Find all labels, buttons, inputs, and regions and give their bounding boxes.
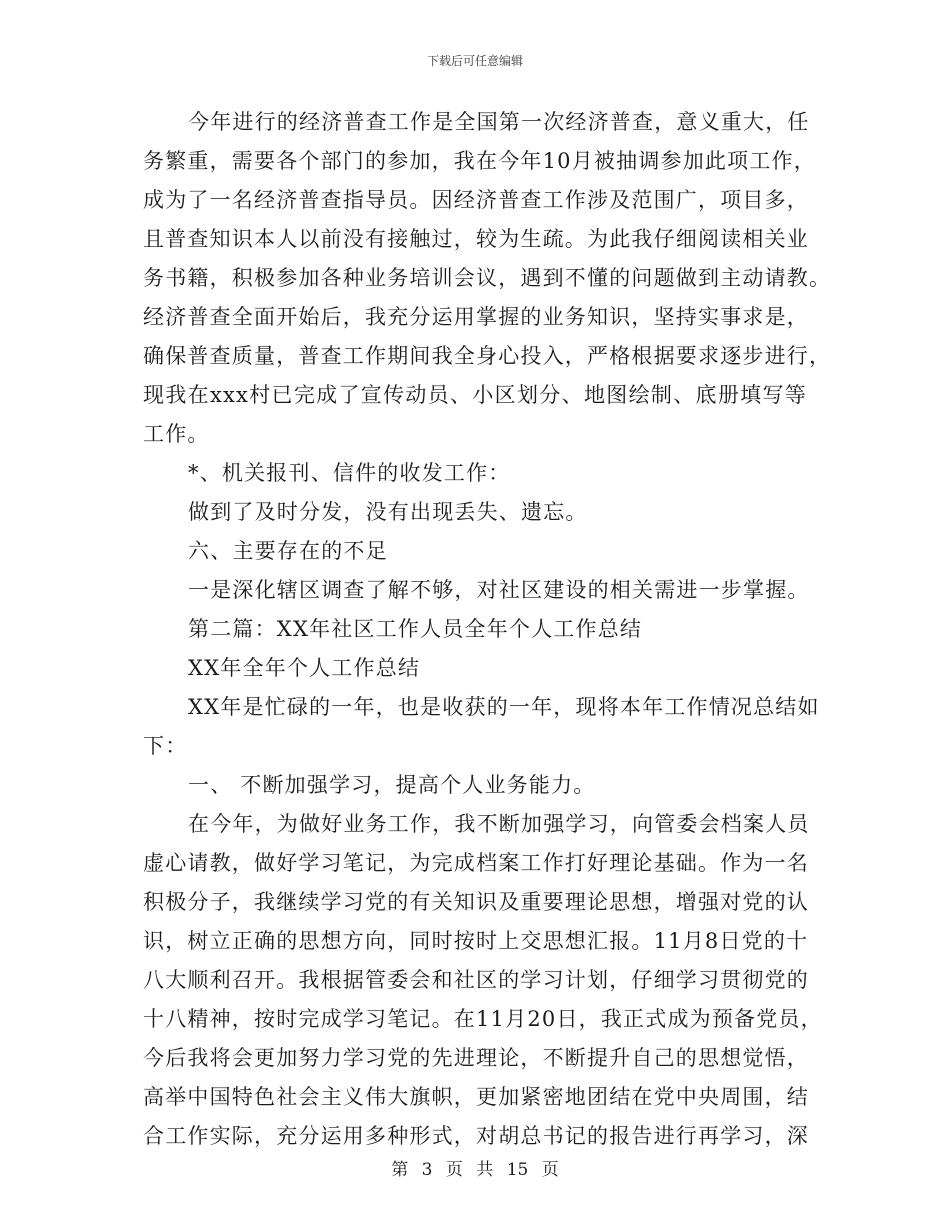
paragraph-line: 下： — [143, 734, 188, 758]
paragraph-line: 一是深化辖区调查了解不够，对社区建设的相关需进一步掌握。 — [188, 578, 810, 602]
paragraph-line: 成为了一名经济普查指导员。因经济普查工作涉及范围广，项目多， — [143, 188, 809, 212]
paragraph-line: 识，树立正确的思想方向，同时按时上交思想汇报。11月8日党的十 — [143, 929, 809, 953]
paragraph-line: 今后我将会更加努力学习党的先进理论，不断提升自己的思想觉悟， — [143, 1046, 809, 1070]
page-header: 下载后可任意编辑 — [426, 54, 523, 68]
chapter-heading: 第二篇：XX年社区工作人员全年个人工作总结 — [188, 617, 643, 641]
paragraph-line: 做到了及时分发，没有出现丢失、遗忘。 — [188, 500, 588, 524]
paragraph-line: 经济普查全面开始后，我充分运用掌握的业务知识，坚持实事求是， — [143, 305, 809, 329]
paragraph-line: 务繁重，需要各个部门的参加，我在今年10月被抽调参加此项工作， — [143, 149, 816, 173]
paragraph-line: 积极分子，我继续学习党的有关知识及重要理论思想，增强对党的认 — [143, 890, 809, 914]
paragraph-line: 高举中国特色社会主义伟大旗帜，更加紧密地团结在党中央周围，结 — [143, 1085, 809, 1109]
paragraph-line: 十八精神，按时完成学习笔记。在11月20日，我正式成为预备党员， — [143, 1007, 823, 1031]
paragraph-line: XX年是忙碌的一年，也是收获的一年，现将本年工作情况总结如 — [188, 695, 820, 719]
paragraph-line: 且普查知识本人以前没有接触过，较为生疏。为此我仔细阅读相关业 — [143, 227, 809, 251]
document-body — [143, 103, 832, 1156]
paragraph-line: 务书籍，积极参加各种业务培训会议，遇到不懂的问题做到主动请教。 — [143, 266, 832, 290]
paragraph-line: 虚心请教，做好学习笔记，为完成档案工作打好理论基础。作为一名 — [143, 851, 809, 875]
paragraph-line: 现我在xxx村已完成了宣传动员、小区划分、地图绘制、底册填写等 — [143, 383, 807, 407]
paragraph-line: 工作。 — [143, 422, 210, 446]
document-title: XX年全年个人工作总结 — [188, 656, 421, 680]
section-heading: 一、 不断加强学习，提高个人业务能力。 — [188, 773, 596, 797]
paragraph-line: 今年进行的经济普查工作是全国第一次经济普查，意义重大，任 — [188, 110, 810, 134]
page-number-footer: 第 3 页 共 15 页 — [391, 1160, 559, 1180]
section-heading: *、机关报刊、信件的收发工作： — [188, 461, 511, 485]
paragraph-line: 确保普查质量，普查工作期间我全身心投入，严格根据要求逐步进行， — [143, 344, 832, 368]
paragraph-line: 合工作实际，充分运用多种形式，对胡总书记的报告进行再学习，深 — [143, 1124, 809, 1148]
paragraph-line: 在今年，为做好业务工作，我不断加强学习，向管委会档案人员 — [188, 812, 810, 836]
section-heading: 六、主要存在的不足 — [188, 539, 388, 563]
paragraph-line: 八大顺利召开。我根据管委会和社区的学习计划，仔细学习贯彻党的 — [143, 968, 809, 992]
